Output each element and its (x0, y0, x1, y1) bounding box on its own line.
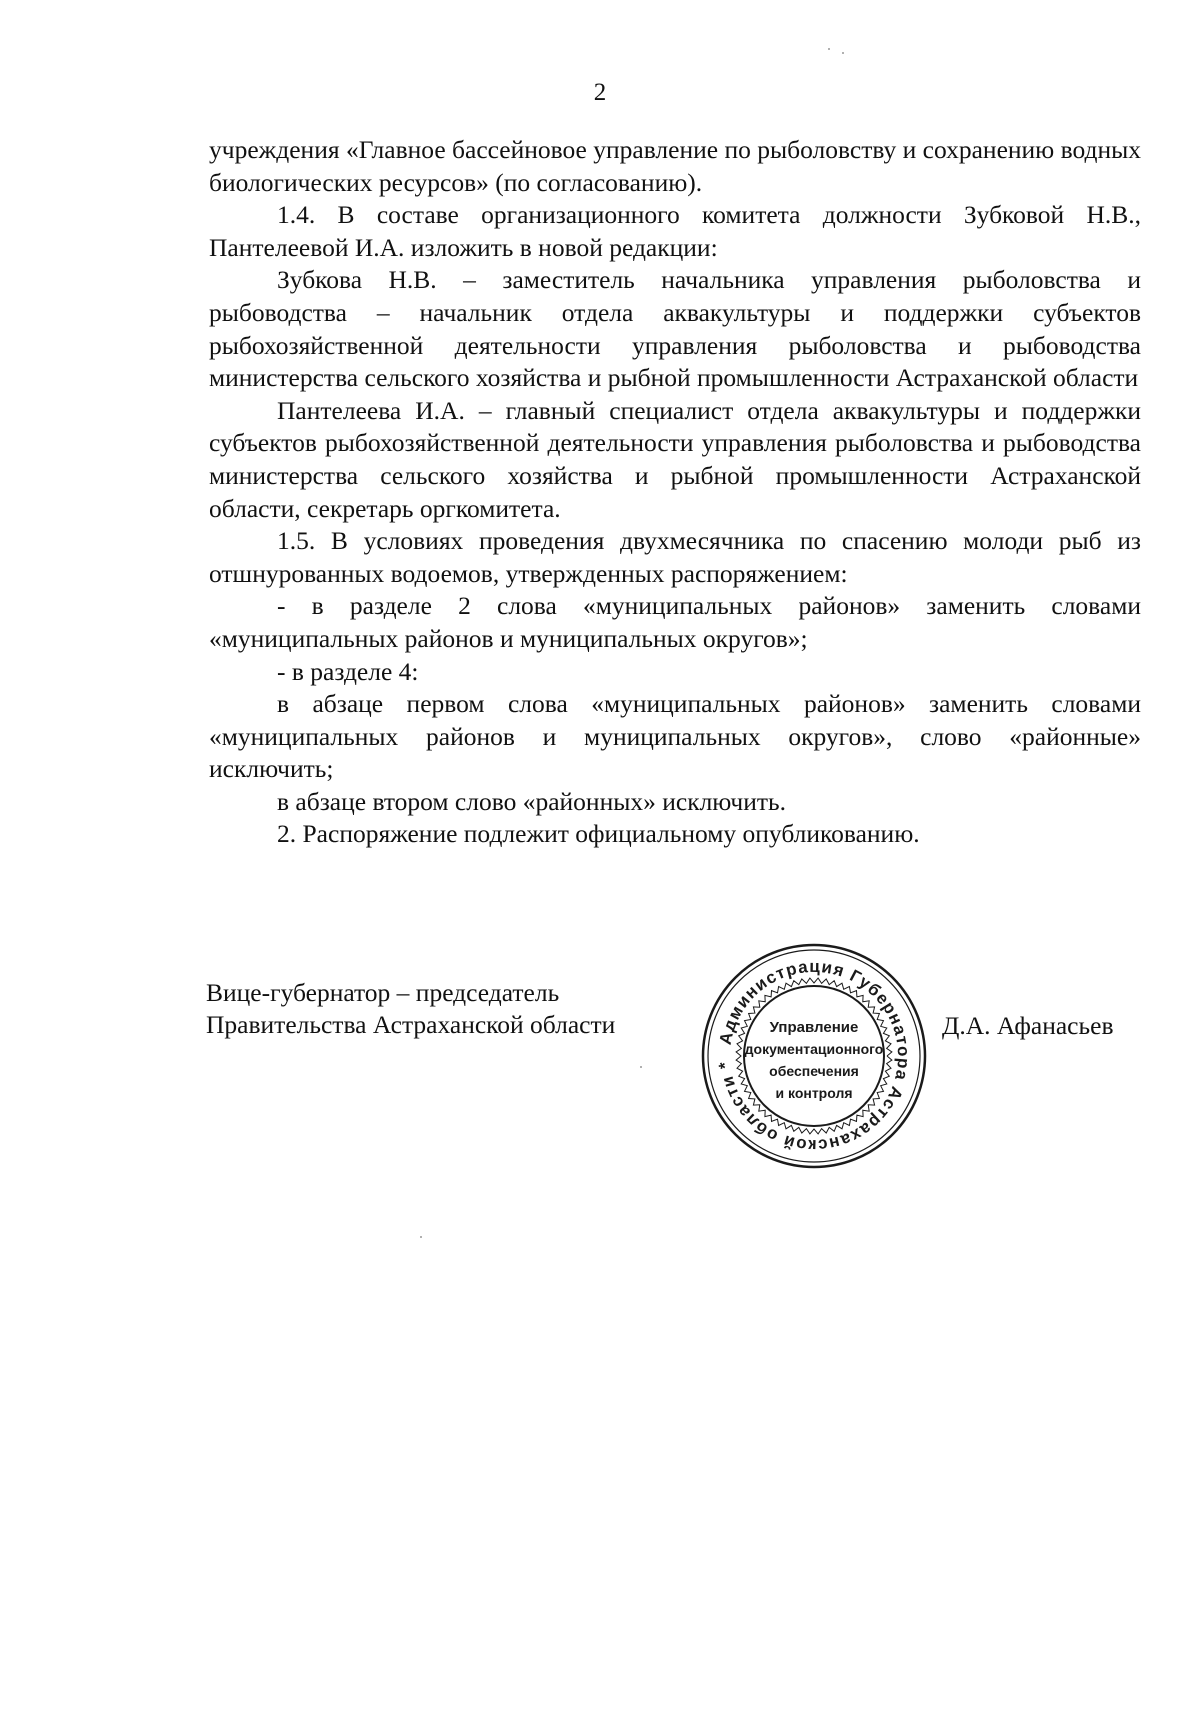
page-number: 2 (593, 79, 607, 106)
stamp-inner-line-3: обеспечения (769, 1063, 859, 1079)
official-stamp (698, 940, 930, 1172)
paragraph-5: 1.5. В условиях проведения двухмесячника по спасению молоди рыб из отшнурованных водоемов, утвержденных распоряжением: (209, 526, 1141, 588)
paragraph-6: - в разделе 2 слова «муниципальных районов» заменить словами «муниципальных районов и муниципальных округов»; (209, 591, 1141, 653)
stamp-outer-text: Администрация Губернатора Астраханской области * (715, 956, 914, 1156)
paragraph-1: учреждения «Главное бассейновое управление по рыболовству и сохранению водных биологических ресурсов» (по согласованию). (209, 135, 1141, 197)
paragraph-7: - в разделе 4: (277, 656, 419, 686)
paragraph-9: в абзаце втором слово «районных» исключить. (277, 786, 787, 816)
document-body (209, 134, 1141, 851)
paragraph-8: в абзаце первом слова «муниципальных районов» заменить словами «муниципальных районов и муниципальных округов», слово «районные» исключить; (209, 689, 1141, 784)
scan-artifact (420, 1236, 422, 1238)
scan-artifact (828, 48, 830, 50)
signer-position-line-1: Вице-губернатор – председатель (206, 978, 560, 1007)
scan-artifact (640, 1066, 642, 1068)
signer-position-line-2: Правительства Астраханской области (206, 1010, 616, 1039)
paragraph-10: 2. Распоряжение подлежит официальному опубликованию. (277, 819, 920, 849)
paragraph-3: Зубкова Н.В. – заместитель начальника управления рыболовства и рыбоводства – начальник отдела аквакультуры и поддержки субъектов рыбохозяйственной деятельности управления рыболовства и рыбоводства министерства сельского хозяйства и рыбной промышленности Астраханской области (209, 265, 1141, 393)
paragraph-2: 1.4. В составе организационного комитета должности Зубковой Н.В., Пантелеевой И.А. изложить в новой редакции: (209, 200, 1141, 262)
paragraph-4: Пантелеева И.А. – главный специалист отдела аквакультуры и поддержки субъектов рыбохозяйственной деятельности управления рыболовства и рыбоводства министерства сельского хозяйства и рыбной промышленности Астраханской области, секретарь оргкомитета. (209, 395, 1141, 523)
signer-position (206, 977, 615, 1041)
stamp-inner-line-2: документационного (744, 1041, 884, 1057)
stamp-inner-line-4: и контроля (775, 1085, 853, 1101)
stamp-inner-line-1: Управление (769, 1019, 859, 1036)
signer-name: Д.А. Афанасьев (942, 1011, 1114, 1040)
scan-artifact (842, 52, 844, 54)
